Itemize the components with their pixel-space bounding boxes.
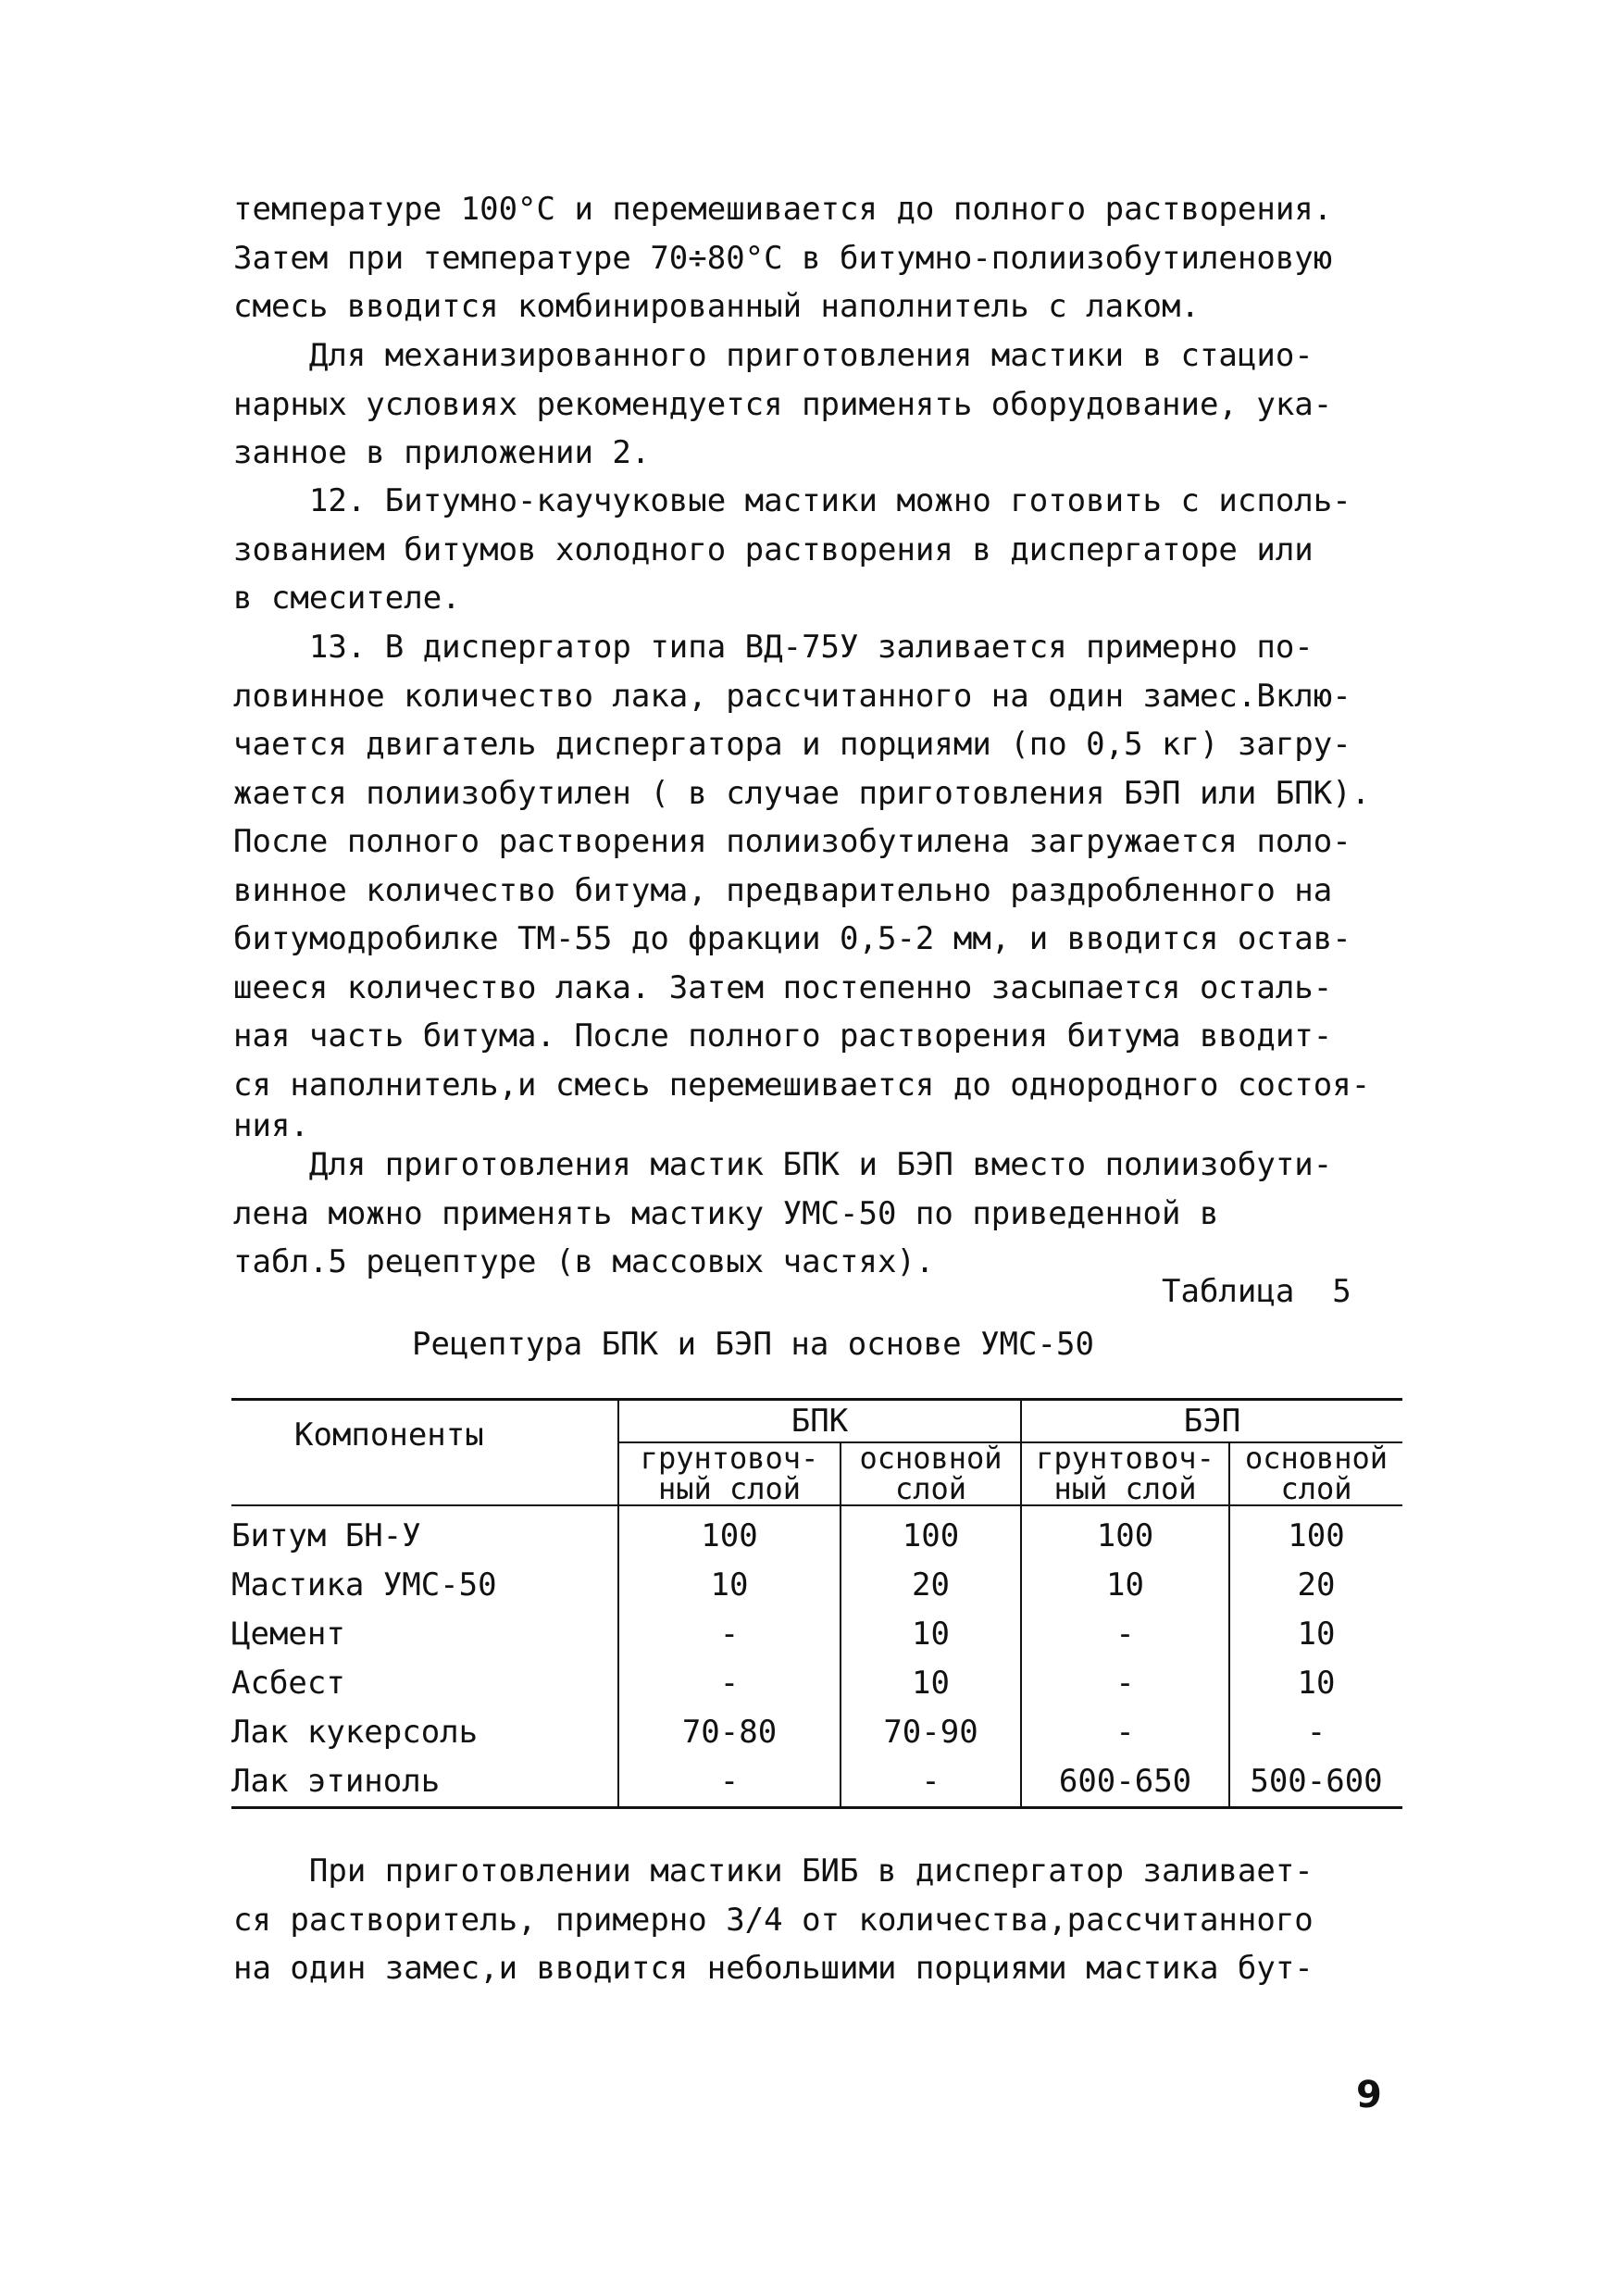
- text-line: шееся количество лака. Затем постепенно засыпается осталь-: [233, 968, 1333, 1006]
- table-cell: 10: [841, 1610, 1021, 1659]
- subheader-line: слой: [894, 1471, 967, 1506]
- text-line: винное количество битума, предварительно раздробленного на: [233, 871, 1333, 909]
- subheader-primer-layer: [618, 1442, 841, 1505]
- text-line: в смесителе.: [233, 580, 461, 617]
- table-cell: 10: [841, 1659, 1021, 1708]
- table-cell: 600-650: [1021, 1757, 1229, 1808]
- page-number: 9: [1356, 2074, 1382, 2116]
- text-line: занное в приложении 2.: [233, 434, 651, 471]
- table-cell: 70-90: [841, 1708, 1021, 1757]
- group-header-bep: БЭП: [1021, 1400, 1402, 1443]
- subheader-main-layer: [1229, 1442, 1402, 1505]
- subheader-line: основной: [1244, 1441, 1389, 1476]
- text-line: лена можно применять мастику УМС-50 по приведенной в: [233, 1194, 1219, 1232]
- table-cell: -: [841, 1757, 1021, 1808]
- table-title: Рецептура БПК и БЭП на основе УМС-50: [412, 1326, 1094, 1363]
- text-line: смесь вводится комбинированный наполнитель с лаком.: [233, 288, 1200, 325]
- subheader-line: ный слой: [657, 1471, 802, 1506]
- text-line: нарных условиях рекомендуется применять оборудование, ука-: [233, 385, 1333, 423]
- table-cell: 20: [841, 1561, 1021, 1610]
- text-line: Для механизированного приготовления мастики в стацио-: [233, 337, 1314, 374]
- row-label: Мастика УМС-50: [231, 1566, 497, 1603]
- paragraph-5: [233, 1141, 1437, 1287]
- table-cell: -: [618, 1610, 841, 1659]
- text-line: При приготовлении мастики БИБ в диспергатор заливает-: [233, 1853, 1314, 1890]
- text-line: зованием битумов холодного растворения в диспергаторе или: [233, 530, 1314, 568]
- text-line: После полного растворения полиизобутилена загружается поло-: [233, 823, 1351, 860]
- table-row: [231, 1561, 1402, 1610]
- table-row: [231, 1610, 1402, 1659]
- text-line: на один замес,и вводится небольшими порциями мастика бут-: [233, 1950, 1314, 1987]
- text-line: ния.: [233, 1107, 309, 1144]
- paragraph-4: [233, 623, 1437, 1142]
- row-label: Цемент: [231, 1616, 345, 1653]
- text-line: ся растворитель, примерно 3/4 от количества,рассчитанного: [233, 1901, 1314, 1939]
- text-line: жается полиизобутилен ( в случае приготовления БЭП или БПК).: [233, 774, 1371, 812]
- group-header-bpk: БПК: [618, 1400, 1021, 1443]
- table-row: [231, 1505, 1402, 1561]
- table-cell: 100: [1229, 1505, 1402, 1561]
- text-line: Для приготовления мастик БПК и БЭП вместо полиизобути-: [233, 1146, 1333, 1183]
- text-line: 12. Битумно-каучуковые мастики можно готовить с исполь-: [233, 482, 1351, 519]
- text-line: 13. В диспергатор типа ВД-75У заливается примерно по-: [233, 629, 1314, 666]
- table-cell: -: [618, 1757, 841, 1808]
- row-label: Лак этиноль: [231, 1763, 441, 1800]
- paragraph-3: [233, 477, 1437, 623]
- table-cell: 500-600: [1229, 1757, 1402, 1808]
- paragraph-2: [233, 331, 1437, 478]
- text-line: ная часть битума. После полного растворения битума вводит-: [233, 1017, 1333, 1054]
- table-cell: 70-80: [618, 1708, 841, 1757]
- table-cell: -: [618, 1659, 841, 1708]
- table-cell: 10: [1229, 1610, 1402, 1659]
- table-row: [231, 1708, 1402, 1757]
- table-cell: -: [1229, 1708, 1402, 1757]
- recipe-table: [231, 1398, 1402, 1809]
- row-label: Лак кукерсоль: [231, 1714, 479, 1751]
- row-label: Асбест: [231, 1665, 345, 1702]
- table-number: Таблица 5: [1162, 1273, 1351, 1310]
- table-cell: 100: [1021, 1505, 1229, 1561]
- table-cell: 100: [841, 1505, 1021, 1561]
- table-cell: -: [1021, 1610, 1229, 1659]
- text-line: чается двигатель диспергатора и порциями (по 0,5 кг) загру-: [233, 726, 1351, 763]
- text-line: ся наполнитель,и смесь перемешивается до однородного состоя-: [233, 1066, 1371, 1104]
- subheader-primer-layer: [1021, 1442, 1229, 1505]
- table-cell: -: [1021, 1708, 1229, 1757]
- paragraph-1: [233, 185, 1437, 331]
- row-label: Битум БН-У: [231, 1517, 421, 1554]
- components-header: Компоненты: [231, 1400, 618, 1506]
- table-cell: 20: [1229, 1561, 1402, 1610]
- closing-paragraph: [233, 1847, 1437, 1993]
- text-line: ловинное количество лака, рассчитанного на один замес.Вклю-: [233, 677, 1351, 715]
- subheader-main-layer: [841, 1442, 1021, 1505]
- text-line: битумодробилке ТМ-55 до фракции 0,5-2 мм, и вводится остав-: [233, 920, 1351, 957]
- table-cell: 10: [1021, 1561, 1229, 1610]
- table-row: [231, 1757, 1402, 1808]
- subheader-line: грунтовоч-: [1036, 1441, 1214, 1476]
- table-cell: 10: [618, 1561, 841, 1610]
- text-line: температуре 100°С и перемешивается до полного растворения.: [233, 191, 1333, 228]
- text-line: Затем при температуре 70÷80°С в битумно-полиизобутиленовую: [233, 239, 1333, 277]
- subheader-line: грунтовоч-: [640, 1441, 819, 1476]
- table-row: [231, 1659, 1402, 1708]
- text-line: табл.5 рецептуре (в массовых частях).: [233, 1243, 935, 1280]
- subheader-line: ный слой: [1053, 1471, 1197, 1506]
- table-cell: -: [1021, 1659, 1229, 1708]
- subheader-line: основной: [859, 1441, 1003, 1476]
- table-cell: 10: [1229, 1659, 1402, 1708]
- table-cell: 100: [618, 1505, 841, 1561]
- subheader-line: слой: [1280, 1471, 1352, 1506]
